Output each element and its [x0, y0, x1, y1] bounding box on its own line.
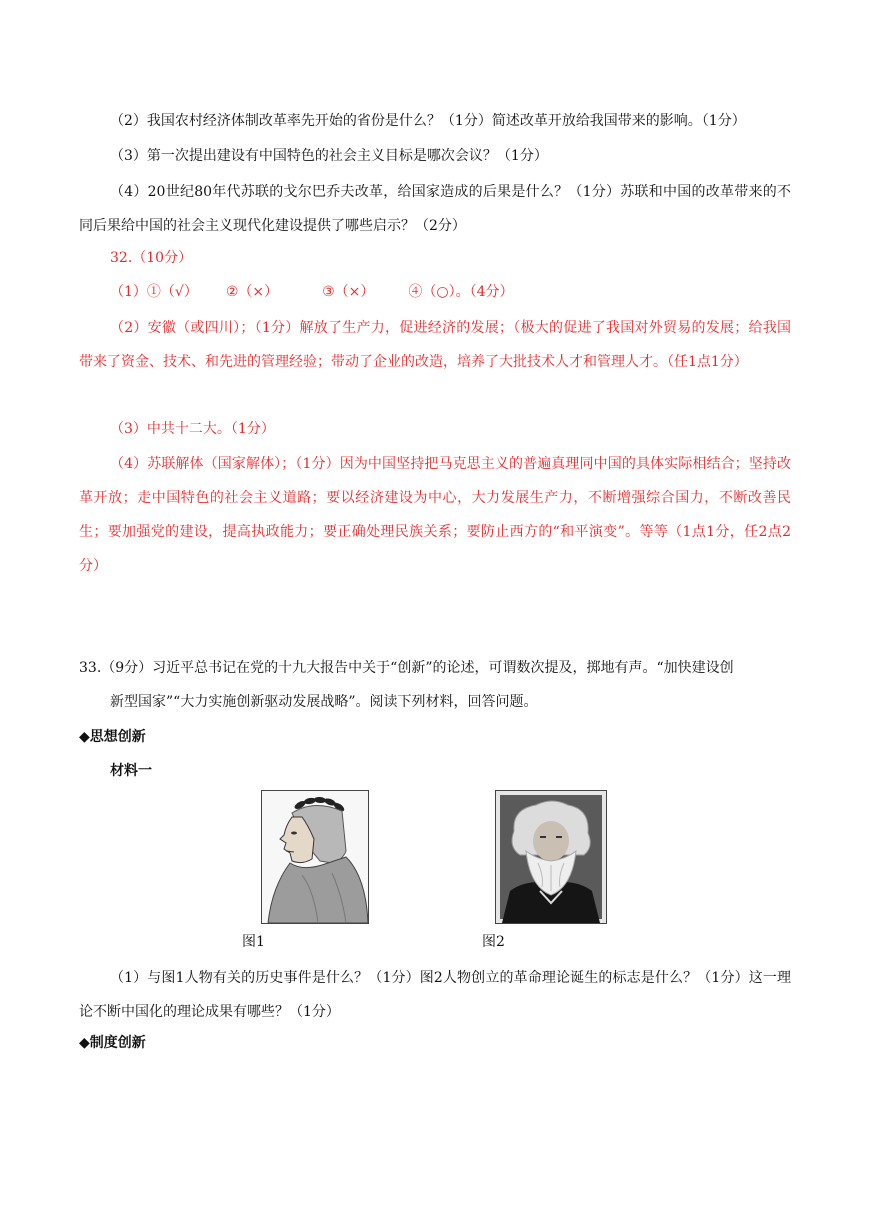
q33-intro-line1: 33.（9分）习近平总书记在党的十九大报告中关于“创新”的论述，可谓数次提及，掷地有声。“加快建设创 [79, 660, 734, 676]
q31-sub3: （3）第一次提出建设有中国特色的社会主义目标是哪次会议？（1分） [110, 148, 548, 164]
answer32-sub2: （2）安徽（或四川）；（1分）解放了生产力，促进经济的发展；（极大的促进了我国对外贸易的发展；给我国带来了资金、技术、和先进的管理经验；带动了企业的改造，培养了大批技术人才和管理人才。（任1点1分） [79, 320, 791, 370]
answer32-header: 32.（10分） [110, 250, 193, 266]
answer32-sub1-item3: ③（×） [322, 284, 375, 300]
q33-intro-line2: 新型国家”“大力实施创新驱动发展战略”。阅读下列材料，回答问题。 [110, 694, 538, 710]
answer32-sub1 [110, 282, 514, 302]
answer32-sub1-item4: ④（○）。（4分） [408, 284, 514, 300]
q31-sub2: （2）我国农村经济体制改革率先开始的省份是什么？（1分）简述改革开放给我国带来的影响。（1分） [110, 113, 746, 129]
marx-portrait-image [495, 790, 607, 924]
dante-portrait-image [261, 790, 369, 924]
q31-sub4: （4）20世纪80年代苏联的戈尔巴乔夫改革，给国家造成的后果是什么？（1分）苏联和中国的改革带来的不同后果给中国的社会主义现代化建设提供了哪些启示？（2分） [79, 184, 791, 234]
figure1-caption: 图1 [242, 934, 265, 950]
q33-sub1: （1）与图1人物有关的历史事件是什么？（1分）图2人物创立的革命理论诞生的标志是什么？（1分）这一理论不断中国化的理论成果有哪些？（1分） [79, 970, 791, 1020]
marx-portrait-drawing [496, 791, 606, 923]
answer32-sub1-item2: ②（×） [225, 284, 279, 300]
section-system-innovation: ◆制度创新 [79, 1035, 146, 1051]
figure2-caption: 图2 [482, 934, 505, 950]
answer32-sub4: （4）苏联解体（国家解体）；（1分）因为中国坚持把马克思主义的普遍真理同中国的具体实际相结合；坚持改革开放；走中国特色的社会主义道路；要以经济建设为中心，大力发展生产力，不断增强综合国力，不断改善民生；要加强党的建设，提高执政能力；要正确处理民族关系；要防止西方的“和平演变”。等等（1点1分，任2点2分） [79, 456, 791, 574]
section-thought-innovation: ◆思想创新 [79, 729, 146, 745]
material-one-label: 材料一 [110, 763, 152, 779]
dante-portrait-drawing [262, 791, 368, 923]
answer32-sub1-lead: （1）①（√） [110, 284, 198, 300]
answer32-sub3: （3）中共十二大。（1分） [110, 421, 275, 437]
